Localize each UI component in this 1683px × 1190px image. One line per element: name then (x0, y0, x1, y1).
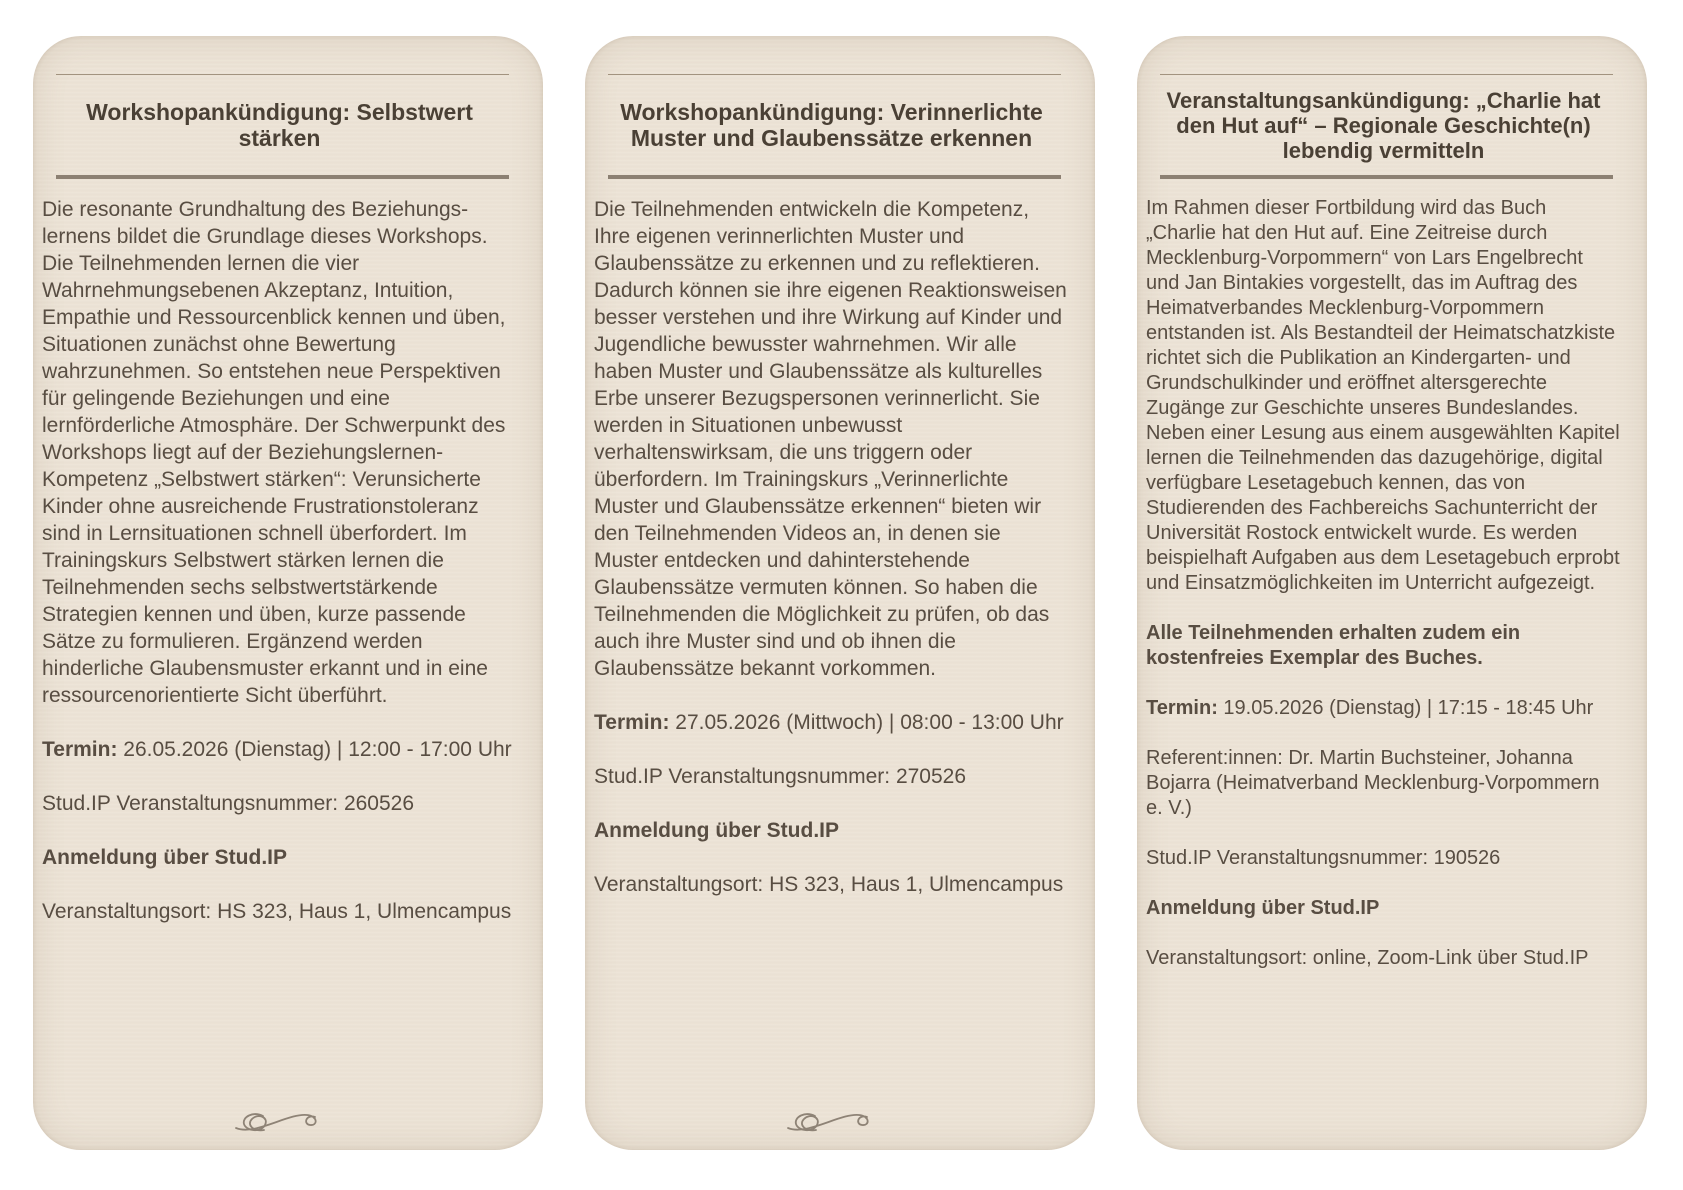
announcement-card-selbstwert (33, 36, 543, 1150)
termin-line (594, 709, 1069, 736)
termin-value: 27.05.2026 (Mittwoch) | 08:00 - 13:00 Uhr (675, 711, 1064, 734)
anmeldung-line: Anmeldung über Stud.IP (594, 819, 839, 842)
referent-line: Referent:innen: Dr. Martin Buchsteiner, Johanna Bojarra (Heimatverband Mecklenburg-Vorpommern e. V.) (1146, 747, 1600, 819)
veranstaltungsort-line: Veranstaltungsort: HS 323, Haus 1, Ulmencampus (594, 873, 1064, 896)
termin-label: Termin: (1146, 697, 1218, 719)
card-title: Veranstaltungsankündigung: „Charlie hat den Hut auf“ – Regionale Geschichte(n) lebendig vermitteln (1166, 87, 1601, 163)
title-rule (1160, 175, 1613, 179)
card-body: Die Teilnehmenden entwickeln die Kompetenz, Ihre eigenen verinnerlichten Muster und Glaubenssätze zu erkennen und zu reflektieren. Dadurch können sie ihre eigenen Reaktionsweisen besser verstehen und ihre Wirkung auf Kinder und Jugendliche bewusster wahrnehmen. Wir alle haben Muster und Glaubenssätze als kulturelles Erbe unserer Bezugspersonen verinnerlicht. Sie werden in Situationen unbewusst verhaltenswirksam, die uns triggern oder überfordern. Im Trainingskurs „Verinnerlichte Muster und Glaubenssätze erkennen“ bieten wir den Teilnehmenden Videos an, in denen sie Muster entdecken und dahinterstehende Glaubenssätze vermuten können. So haben die Teilnehmenden die Möglichkeit zu prüfen, ob das auch ihre Muster sind und ob ihnen die Glaubenssätze bekannt vorkommen. (594, 198, 1067, 680)
announcement-card-charlie (1137, 36, 1647, 1150)
termin-value: 19.05.2026 (Dienstag) | 17:15 - 18:45 Uhr (1223, 697, 1594, 719)
flourish-icon (233, 1106, 327, 1150)
studip-number-line: Stud.IP Veranstaltungsnummer: 190526 (1146, 847, 1501, 869)
card-title: Workshopankündigung: Selbstwert stärken (86, 99, 473, 151)
termin-value: 26.05.2026 (Dienstag) | 12:00 - 17:00 Uhr (123, 738, 512, 761)
anmeldung-line: Anmeldung über Stud.IP (1146, 897, 1380, 919)
title-rule (608, 175, 1061, 179)
free-copy-note: Alle Teilnehmenden erhalten zudem ein kostenfreies Exemplar des Buches. (1146, 622, 1521, 669)
card-body: Die resonante Grundhaltung des Beziehungs-lernens bildet die Grundlage dieses Workshops. Die Teilnehmenden lernen die vier Wahrnehmungsebenen Akzeptanz, Intuition, Empathie und Ressourcenblick kennen und üben, Situationen zunächst ohne Bewertung wahrzunehmen. So entstehen neue Perspektiven für gelingende Beziehungen und eine lernförderliche Atmosphäre. Der Schwerpunkt des Workshops liegt auf der Beziehungslernen-Kompetenz „Selbstwert stärken“: Verunsicherte Kinder ohne ausreichende Frustrationstoleranz sind in Lernsituationen schnell überfordert. Im Trainingskurs Selbstwert stärken lernen die Teilnehmenden sechs selbstwertstärkende Strategien kennen und üben, kurze passende Sätze zu formulieren. Ergänzend werden hinderliche Glaubensmuster erkannt und in eine ressourcenorientierte Sicht überführt. (42, 198, 506, 707)
veranstaltungsort-line: Veranstaltungsort: online, Zoom-Link über Stud.IP (1146, 947, 1589, 969)
veranstaltungsort-line: Veranstaltungsort: HS 323, Haus 1, Ulmencampus (42, 900, 512, 923)
termin-line (1146, 696, 1621, 721)
flourish-icon (785, 1106, 879, 1150)
studip-number-line: Stud.IP Veranstaltungsnummer: 260526 (42, 792, 415, 815)
card-body: Im Rahmen dieser Fortbildung wird das Buch „Charlie hat den Hut auf. Eine Zeitreise durch Mecklenburg-Vorpommern“ von Lars Engelbrecht und Jan Bintakies vorgestellt, das im Auftrag des Heimatverbandes Mecklenburg-Vorpommern entstanden ist. Als Bestandteil der Heimatschatzkiste richtet sich die Publikation an Kindergarten- und Grundschulkinder und eröffnet altersgerechte Zugänge zur Geschichte unseres Bundeslandes. Neben einer Lesung aus einem ausgewählten Kapitel lernen die Teilnehmenden das dazugehörige, digital verfügbare Lesetagebuch kennen, das von Studierenden des Fachbereichs Sachunterricht der Universität Rostock entwickelt wurde. Es werden beispielhaft Aufgaben aus dem Lesetagebuch erprobt und Einsatzmöglichkeiten im Unterricht aufgezeigt. (1146, 197, 1620, 594)
termin-label: Termin: (594, 711, 670, 734)
announcement-card-muster (585, 36, 1095, 1150)
title-rule (56, 175, 509, 179)
card-title: Workshopankündigung: Verinnerlichte Muster und Glaubenssätze erkennen (620, 99, 1043, 151)
anmeldung-line: Anmeldung über Stud.IP (42, 846, 287, 869)
termin-line (42, 736, 517, 763)
termin-label: Termin: (42, 738, 118, 761)
studip-number-line: Stud.IP Veranstaltungsnummer: 270526 (594, 765, 967, 788)
